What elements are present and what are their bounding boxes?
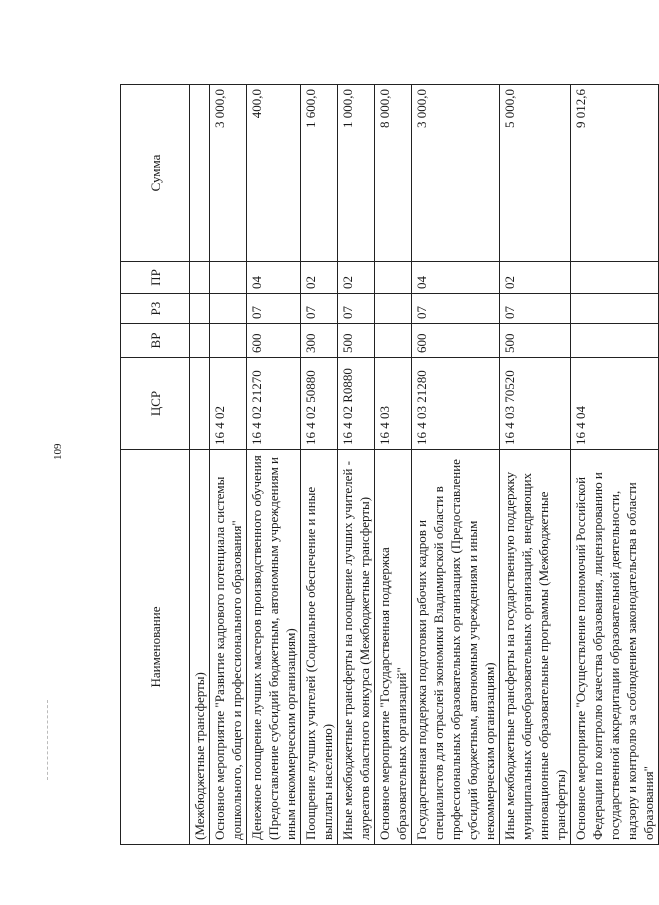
- table-body: [190, 85, 659, 845]
- table-row: [210, 85, 247, 845]
- column-header-rz: РЗ: [121, 294, 190, 324]
- cell-csr: 16 4 02 R0880: [338, 358, 375, 450]
- cell-vr: 500: [338, 324, 375, 358]
- margin-mark: [47, 700, 49, 780]
- cell-pr: 02: [500, 262, 571, 294]
- cell-csr: 16 4 02 50880: [301, 358, 338, 450]
- cell-rz: [571, 294, 659, 324]
- cell-vr: 600: [247, 324, 301, 358]
- cell-csr: [190, 358, 210, 450]
- budget-table-container: [120, 85, 656, 845]
- cell-csr: 16 4 04: [571, 358, 659, 450]
- cell-name: (Межбюджетные трансферты): [190, 450, 210, 845]
- cell-rz: 07: [412, 294, 500, 324]
- column-header-name: Наименование: [121, 450, 190, 845]
- table-row: [412, 85, 500, 845]
- cell-sum: 400,0: [247, 85, 301, 262]
- cell-name: Государственная поддержка подготовки рабочих кадров и специалистов для отраслей экономики Владимирской области в профессиональных образовательных организациях (Предоставление субсидий бюджетным, автономным учреждениям и иным некоммерческим организациям): [412, 450, 500, 845]
- cell-sum: 1 000,0: [338, 85, 375, 262]
- table-row: [190, 85, 210, 845]
- cell-pr: 02: [338, 262, 375, 294]
- cell-pr: 02: [301, 262, 338, 294]
- cell-vr: 500: [500, 324, 571, 358]
- table-row: [500, 85, 571, 845]
- cell-vr: [375, 324, 412, 358]
- cell-name: Основное мероприятие "Развитие кадрового потенциала системы дошкольного, общего и профессионального образования": [210, 450, 247, 845]
- cell-sum: [190, 85, 210, 262]
- cell-rz: 07: [247, 294, 301, 324]
- cell-csr: 16 4 02: [210, 358, 247, 450]
- column-header-sum: Сумма: [121, 85, 190, 262]
- cell-csr: 16 4 03: [375, 358, 412, 450]
- cell-sum: 3 000,0: [412, 85, 500, 262]
- cell-sum: 5 000,0: [500, 85, 571, 262]
- cell-rz: [210, 294, 247, 324]
- cell-rz: [375, 294, 412, 324]
- cell-name: Основное мероприятие "Осуществление полномочий Российской Федерации по контролю качества образования, лицензированию и государственной аккредитации образовательной деятельности, надзору и контролю за соблюдением законодательства в области образования": [571, 450, 659, 845]
- cell-name: Иные межбюджетные трансферты на поощрение лучших учителей - лауреатов областного конкурса (Межбюджетные трансферты): [338, 450, 375, 845]
- column-header-vr: ВР: [121, 324, 190, 358]
- table-row: [247, 85, 301, 845]
- table-header-row: [121, 85, 190, 845]
- cell-vr: [571, 324, 659, 358]
- cell-sum: 9 012,6: [571, 85, 659, 262]
- cell-vr: [210, 324, 247, 358]
- cell-rz: 07: [338, 294, 375, 324]
- column-header-csr: ЦСР: [121, 358, 190, 450]
- cell-csr: 16 4 03 70520: [500, 358, 571, 450]
- cell-pr: 04: [247, 262, 301, 294]
- cell-pr: 04: [412, 262, 500, 294]
- cell-vr: [190, 324, 210, 358]
- cell-sum: 3 000,0: [210, 85, 247, 262]
- cell-vr: 300: [301, 324, 338, 358]
- cell-rz: 07: [500, 294, 571, 324]
- cell-sum: 8 000,0: [375, 85, 412, 262]
- cell-pr: [571, 262, 659, 294]
- cell-pr: [210, 262, 247, 294]
- cell-pr: [375, 262, 412, 294]
- cell-csr: 16 4 02 21270: [247, 358, 301, 450]
- cell-csr: 16 4 03 21280: [412, 358, 500, 450]
- page-number: 109: [52, 443, 64, 460]
- budget-table: [120, 84, 659, 845]
- cell-rz: [190, 294, 210, 324]
- cell-vr: 600: [412, 324, 500, 358]
- cell-name: Денежное поощрение лучших мастеров производственного обучения (Предоставление субсидий бюджетным, автономным учреждениям и иным некоммерческим организациям): [247, 450, 301, 845]
- cell-name: Основное мероприятие "Государственная поддержка образовательных организаций": [375, 450, 412, 845]
- cell-pr: [190, 262, 210, 294]
- table-row: [301, 85, 338, 845]
- cell-name: Поощрение лучших учителей (Социальное обеспечение и иные выплаты населению): [301, 450, 338, 845]
- cell-name: Иные межбюджетные трансферты на государственную поддержку муниципальных общеобразовательных организаций, внедряющих инновационные образовательные программы (Межбюджетные трансферты): [500, 450, 571, 845]
- table-row: [571, 85, 659, 845]
- column-header-pr: ПР: [121, 262, 190, 294]
- table-row: [375, 85, 412, 845]
- table-row: [338, 85, 375, 845]
- cell-sum: 1 600,0: [301, 85, 338, 262]
- cell-rz: 07: [301, 294, 338, 324]
